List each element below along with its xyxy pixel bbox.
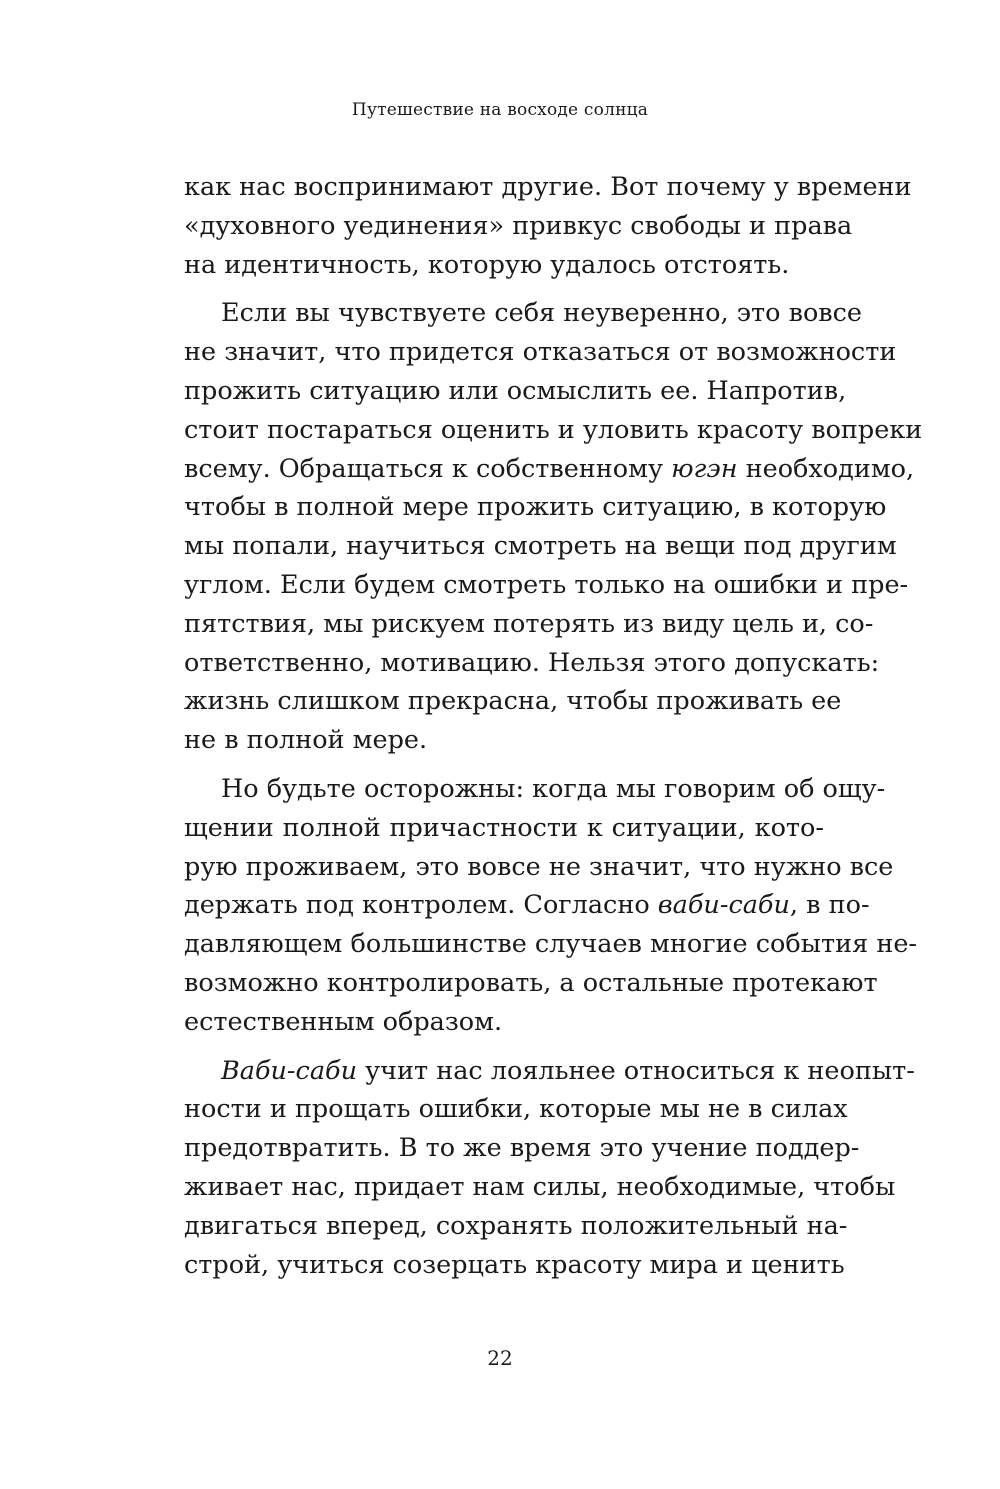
text-line: прожить ситуацию или осмыслить ее. Напротив, (184, 375, 847, 406)
text-run: всему. Обращаться к собственному (184, 453, 672, 484)
paragraph (184, 1052, 915, 1285)
text-line: жизнь слишком прекрасна, чтобы проживать ее (184, 686, 842, 717)
text-line: строй, учиться созерцать красоту мира и ценить (184, 1249, 845, 1280)
text-run: держать под контролем. Согласно (184, 890, 658, 921)
paragraph (184, 294, 923, 760)
text-line: чтобы в полной мере прожить ситуацию, в которую (184, 492, 887, 523)
running-head: Путешествие на восходе солнца (351, 100, 649, 120)
text-line: не в полной мере. (184, 725, 428, 756)
text-line: щении полной причастности к ситуации, кото- (184, 812, 824, 843)
text-run: необходимо, (737, 453, 915, 484)
text-line: как нас воспринимают другие. Вот почему у времени (184, 172, 912, 202)
body-text (184, 168, 923, 1284)
text-line: мы попали, научиться смотреть на вещи под другим (184, 531, 897, 562)
text-line: «духовного уединения» привкус свободы и права (184, 210, 853, 241)
text-line: Но будьте осторожны: когда мы говорим об ощу- (221, 773, 886, 804)
text-run: учит нас лояльнее относиться к неопыт- (357, 1055, 915, 1086)
text-line: стоит постараться оценить и уловить красоту вопреки (184, 414, 923, 445)
text-line: живает нас, придает нам силы, необходимые, чтобы (184, 1171, 896, 1202)
text-line: не значит, что придется отказаться от возможности (184, 337, 897, 368)
text-line: пятствия, мы рискуем потерять из виду цель и, со- (184, 608, 874, 639)
text-line: ности и прощать ошибки, которые мы не в силах (184, 1094, 848, 1125)
text-line (184, 1052, 915, 1091)
text-line: углом. Если будем смотреть только на ошибки и пре- (184, 569, 909, 600)
paragraph (184, 770, 918, 1042)
text-line: возможно контролировать, а остальные протекают (184, 967, 878, 998)
text-line: Если вы чувствуете себя неуверенно, это вовсе (221, 298, 863, 329)
page-number: 22 (487, 1346, 513, 1370)
text-line: ответственно, мотивацию. Нельзя этого допускать: (184, 647, 880, 678)
italic-term: ваби-саби (657, 890, 790, 921)
text-line (184, 450, 915, 489)
italic-term: югэн (671, 453, 738, 484)
text-line: предотвратить. В то же время это учение поддер- (184, 1133, 860, 1164)
text-line: рую проживаем, это вовсе не значит, что нужно все (184, 851, 894, 882)
text-line: двигаться вперед, сохранять положительный на- (184, 1210, 848, 1241)
italic-term: Ваби-саби (221, 1055, 358, 1086)
text-line: давляющем большинстве случаев многие события не- (184, 929, 918, 960)
text-line (184, 886, 870, 925)
paragraph (184, 168, 912, 284)
text-line: естественным образом. (184, 1006, 503, 1037)
text-run: , в по- (789, 890, 870, 921)
text-line: на идентичность, которую удалось отстоять. (184, 249, 790, 280)
